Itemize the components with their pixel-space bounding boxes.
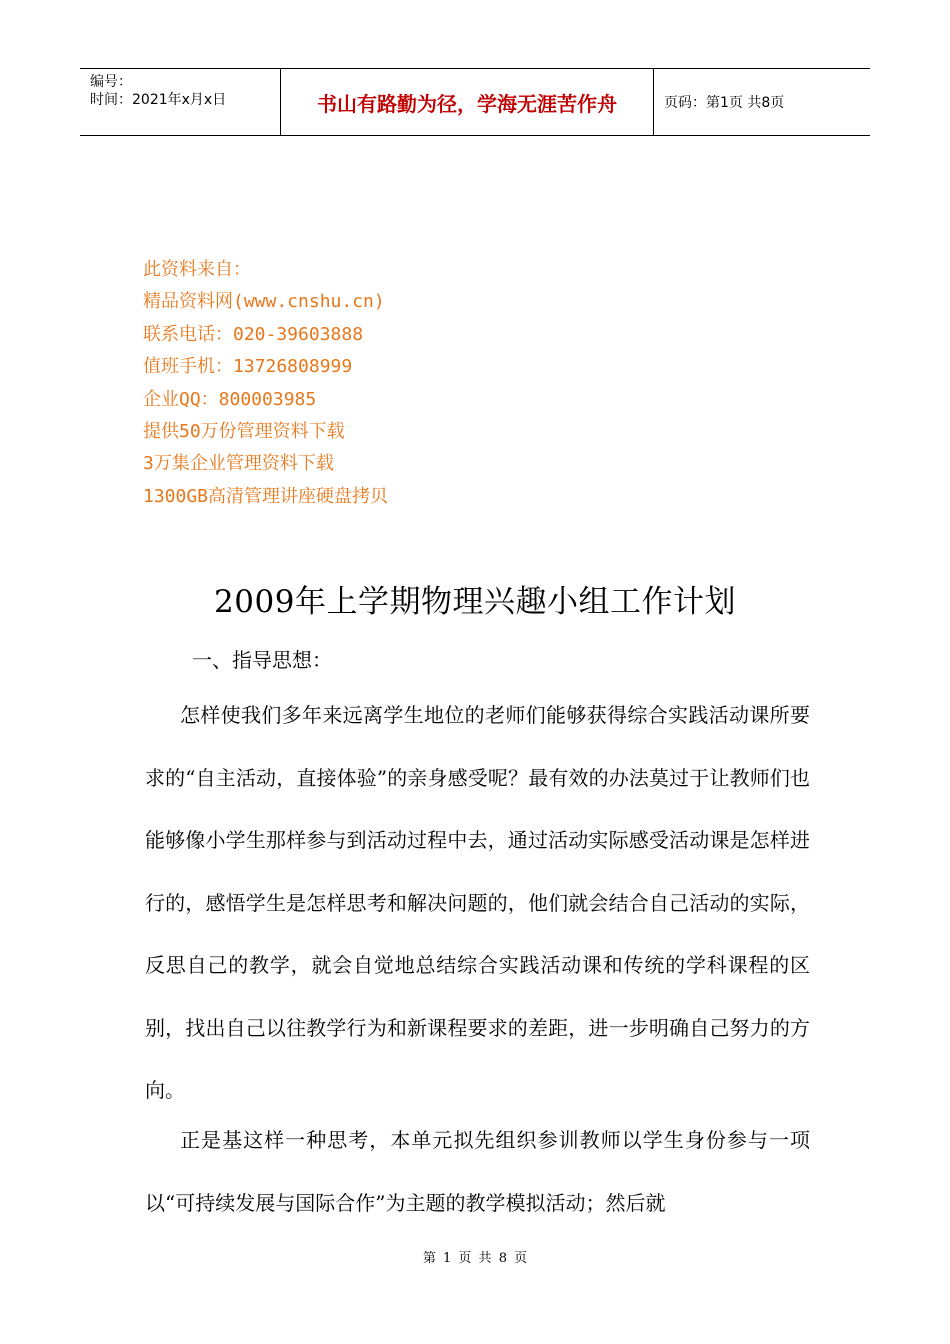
- source-line: 提供50万份管理资料下载: [143, 421, 345, 443]
- body-paragraph: 正是基这样一种思考，本单元拟先组织参训教师以学生身份参与一项以“可持续发展与国际合作”为主题的教学模拟活动；然后就: [145, 1128, 810, 1215]
- document-number-label: 编号：: [90, 74, 132, 90]
- page-footer: 第 1 页 共 8 页: [422, 1251, 528, 1266]
- source-line: 1300GB高清管理讲座硬盘拷贝: [143, 485, 389, 507]
- source-line: 3万集企业管理资料下载: [143, 453, 334, 475]
- header-meta-cell: [80, 69, 280, 135]
- source-line: 值班手机：13726808999: [143, 356, 353, 378]
- body-paragraph: 怎样使我们多年来远离学生地位的老师们能够获得综合实践活动课所要求的“自主活动，直接体验”的亲身感受呢？最有效的办法莫过于让教师们也能够像小学生那样参与到活动过程中去，通过活动实际感受活动课是怎样进行的，感悟学生是怎样思考和解决问题的，他们就会结合自己活动的实际，反思自己的教学，就会自觉地总结综合实践活动课和传统的学科课程的区别，找出自己以往教学行为和新课程要求的差距，进一步明确自己努力的方向。: [145, 703, 810, 1102]
- header-page-info: 页码：第1页 共8页: [664, 95, 785, 111]
- document-time-label: 时间：2021年x月x日: [90, 92, 227, 108]
- source-info-block: [143, 254, 388, 513]
- header-motto: 书山有路勤为径，学海无涯苦作舟: [280, 69, 654, 135]
- section-heading: 一、指导思想：: [192, 648, 332, 672]
- source-line: 精品资料网(www.cnshu.cn): [143, 291, 385, 313]
- source-line: 联系电话：020-39603888: [143, 323, 364, 345]
- document-title: 2009年上学期物理兴趣小组工作计划: [214, 584, 736, 620]
- header-table: [80, 68, 870, 136]
- source-line: 此资料来自：: [143, 259, 251, 280]
- source-line: 企业QQ：800003985: [143, 388, 317, 410]
